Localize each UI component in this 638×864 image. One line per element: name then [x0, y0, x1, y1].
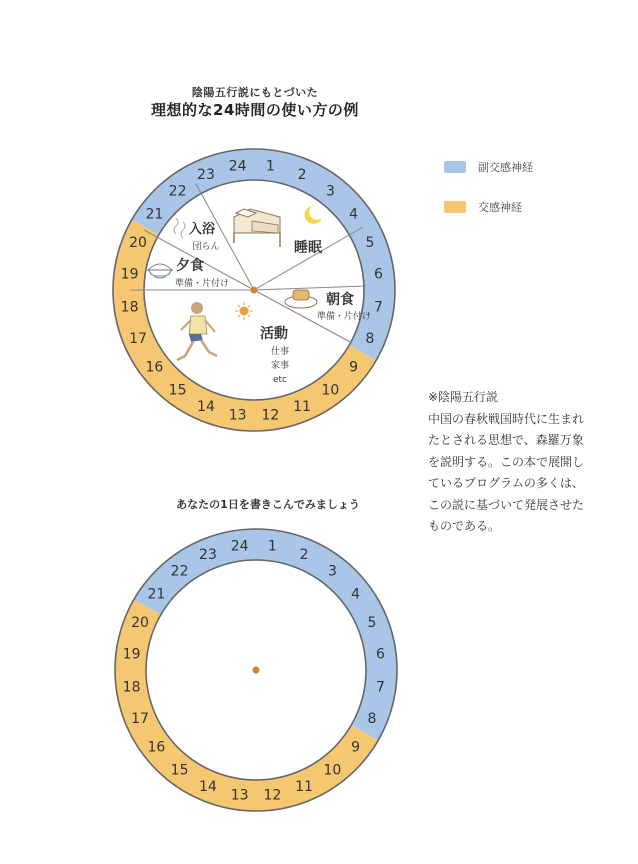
- top-clock-hour-label: 2: [297, 167, 307, 184]
- top-clock-hour-label: 20: [129, 234, 147, 251]
- top-clock-hour-label: 14: [197, 398, 215, 415]
- moon-icon: [305, 206, 322, 224]
- bottom-clock-hour-label: 7: [375, 679, 385, 696]
- bottom-clock-hour-label: 15: [170, 762, 189, 779]
- top-clock-hour-label: 24: [228, 158, 247, 175]
- top-clock-hour-label: 4: [349, 206, 359, 223]
- top-clock-hour-label: 7: [373, 299, 383, 316]
- bottom-clock-hour-label: 8: [367, 711, 377, 728]
- top-clock-hour-label: 6: [373, 266, 383, 283]
- note-body: 中国の春秋戦国時代に生まれたとされる思想で、森羅万象を説明する。この本で展開しているプログラムの多くは、この説に基づいて発展させたものである。: [428, 411, 585, 533]
- top-clock-hour-label: 5: [365, 234, 375, 251]
- top-clock-hour-label: 21: [145, 206, 164, 223]
- label-breakfast: 朝食: [326, 292, 354, 308]
- bottom-clock-hour-label: 18: [122, 679, 141, 696]
- bottom-clock-hour-label: 5: [367, 614, 377, 631]
- top-clock-hour-label: 10: [321, 382, 340, 399]
- bottom-clock-hour-label: 16: [147, 739, 166, 756]
- top-clock-hour-label: 17: [129, 331, 147, 348]
- bottom-clock-hour-label: 4: [351, 586, 361, 603]
- bottom-clock-hour-label: 10: [323, 762, 342, 779]
- label-activity-sub-1: 家事: [270, 361, 290, 371]
- label-activity: 活動: [260, 326, 288, 342]
- diagram-subtitle: 陰陽五行説にもとづいた: [191, 86, 319, 99]
- divider-line-6: [254, 286, 366, 290]
- top-clock: [113, 149, 395, 431]
- legend-label-parasympathetic: 副交感神経: [478, 161, 533, 174]
- bottom-clock-hour-label: 11: [295, 778, 313, 795]
- top-clock-hour-label: 19: [120, 266, 139, 283]
- sun-icon: [235, 302, 253, 320]
- label-activity-sub-2: etc: [272, 375, 288, 385]
- label-sleep: 睡眠: [294, 240, 322, 256]
- bottom-clock-hour-label: 9: [351, 739, 361, 756]
- walking-person-icon: [177, 302, 217, 360]
- bottom-clock: [115, 529, 397, 811]
- note-heading: ※陰陽五行説: [428, 390, 499, 404]
- bottom-clock-hour-label: 14: [199, 778, 217, 795]
- label-dinner-sub: 準備・片付け: [174, 279, 230, 289]
- bottom-clock-hour-label: 13: [230, 787, 249, 804]
- bottom-clock-hour-label: 2: [299, 547, 309, 564]
- top-clock-hour-label: 15: [168, 382, 187, 399]
- bed-icon: [234, 209, 280, 247]
- bottom-clock-hour-label: 22: [170, 563, 189, 580]
- top-clock-hour-label: 9: [349, 359, 359, 376]
- top-clock-hour-label: 18: [120, 299, 139, 316]
- bottom-clock-hour-label: 24: [230, 538, 249, 555]
- bottom-clock-hour-label: 3: [327, 563, 337, 580]
- top-clock-hour-label: 8: [365, 331, 375, 348]
- top-clock-hour-label: 1: [265, 158, 275, 175]
- bottom-clock-hour-label: 23: [199, 547, 217, 564]
- steam-icon: [174, 218, 185, 238]
- top-clock-hour-label: 3: [325, 183, 335, 200]
- top-clock-hour-label: 11: [293, 398, 311, 415]
- bottom-clock-hour-label: 21: [147, 586, 166, 603]
- bottom-clock-hour-label: 19: [122, 646, 141, 663]
- diagram-title: 理想的な24時間の使い方の例: [151, 101, 359, 119]
- top-clock-hour-label: 22: [168, 183, 187, 200]
- label-dinner: 夕食: [176, 258, 204, 274]
- label-bath-sub: 団らん: [192, 242, 220, 252]
- rice-bowl-icon: [148, 264, 172, 278]
- bottom-center-dot: [253, 667, 260, 674]
- top-clock-hour-label: 16: [145, 359, 164, 376]
- toast-icon: [285, 290, 317, 308]
- bottom-clock-hour-label: 1: [267, 538, 277, 555]
- label-bath: 入浴: [188, 222, 216, 237]
- legend-label-sympathetic: 交感神経: [478, 201, 522, 214]
- label-activity-sub-0: 仕事: [270, 347, 290, 357]
- bottom-clock-hour-label: 20: [131, 614, 149, 631]
- top-center-dot: [251, 287, 258, 294]
- bottom-clock-hour-label: 6: [375, 646, 385, 663]
- top-clock-hour-label: 13: [228, 407, 247, 424]
- top-clock-hour-label: 23: [197, 167, 215, 184]
- worksheet-caption: あなたの1日を書きこんでみましょう: [176, 498, 360, 511]
- bottom-clock-hour-label: 17: [131, 711, 149, 728]
- label-breakfast-sub: 準備・片付け: [316, 312, 372, 322]
- top-clock-hour-label: 12: [261, 407, 280, 424]
- divider-line-4: [254, 227, 363, 290]
- bottom-clock-hour-label: 12: [263, 787, 282, 804]
